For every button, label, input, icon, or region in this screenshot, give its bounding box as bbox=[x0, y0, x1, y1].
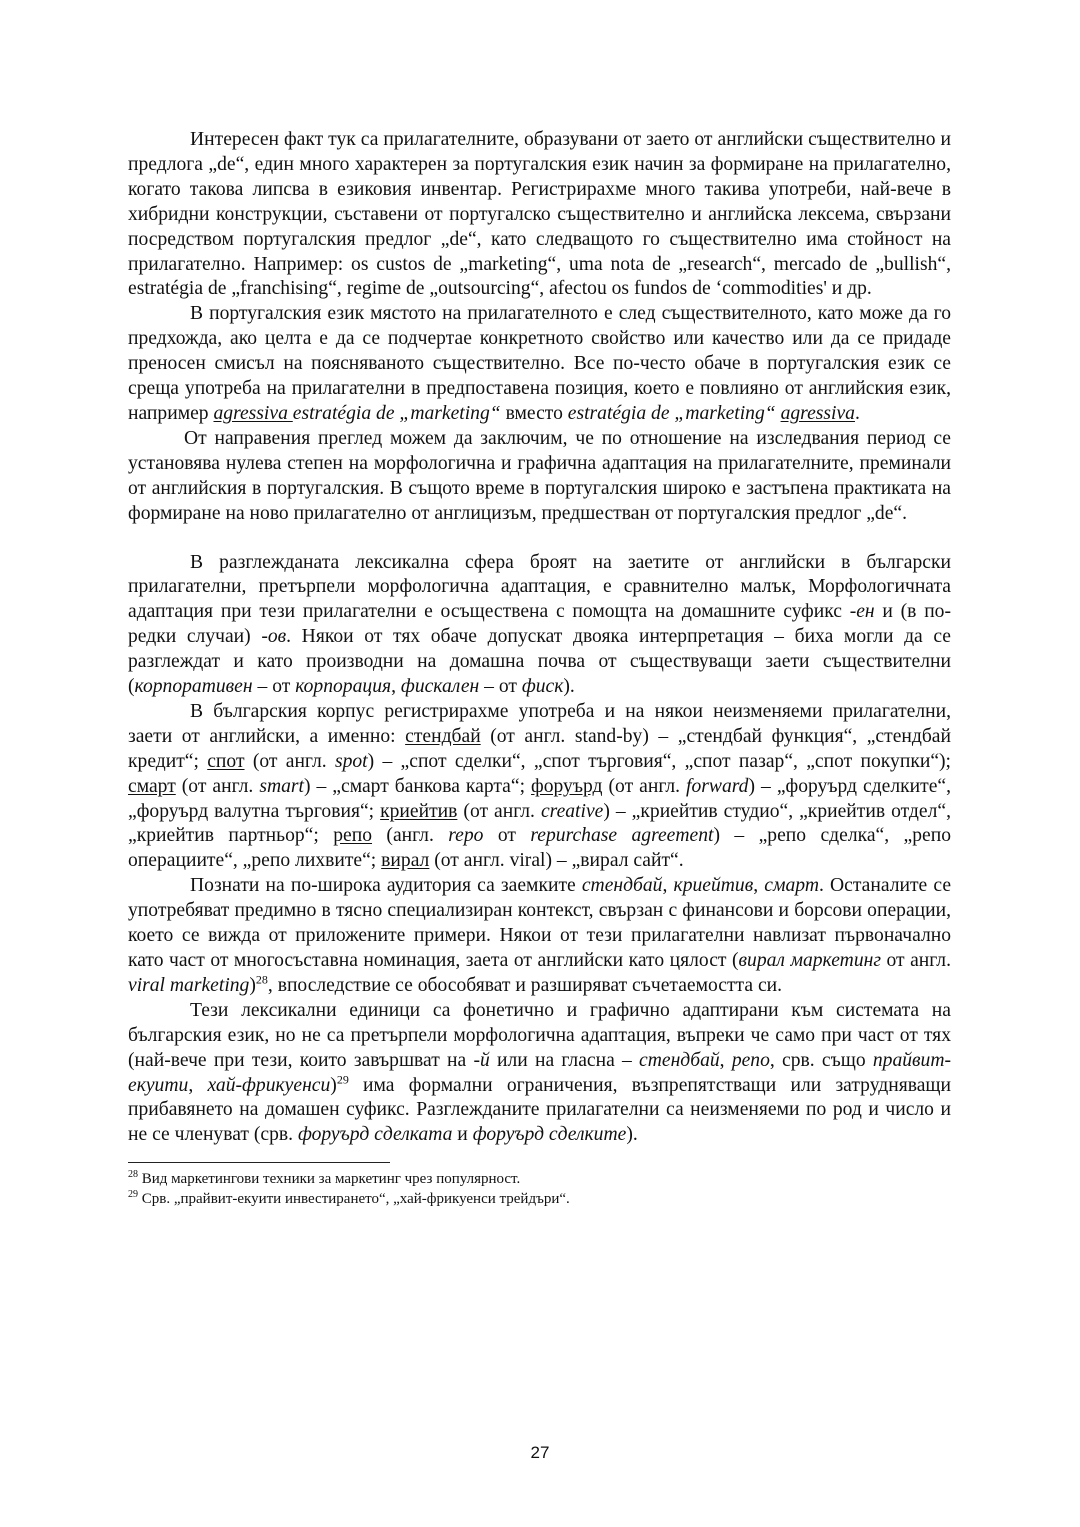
paragraph-3: От направения преглед можем да заключим, че по отношение на изследвания период се установява нулева степен на морфологична и графична адаптация на прилагателните, преминали от английския в португалския. В същото време в португалския широко е застъпена практиката на формиране на ново прилагателно от англицизъм, предшестван от португалския предлог „de“. bbox=[128, 427, 951, 524]
footnote-separator bbox=[128, 1162, 390, 1163]
paragraph-6: Познати на по-широка аудитория са заемките стендбай, криейтив, смарт. Останалите се употребяват предимно в тясно специализиран контекст, свързан с финансови и борсови операции, което се вижда от приложените примери. Някои от тези прилагателни навлизат първоначално като част от многосъставна номинация, заета от английски като цялост (вирал маркетинг от англ. viral marketing)$^{28}$, впоследствие се обособяват и разширяват съчетаемостта си. bbox=[128, 875, 952, 996]
paragraph-4: В разглежданата лексикална сфера броят на заетите от английски в български прилагателни, претърпели морфологична адаптация, е сравнително малък, Морфологичната адаптация при тези прилагателни е осъществена с помощта на домашните суфикс -ен и (в по-редки случаи) -ов. Някои от тях обаче допускат двояка интерпретация – биха могли да се разглеждат и като производни на домашна почва от съществуващи заети съществителни (корпоративен – от корпорация, фискален – от фиск). bbox=[128, 551, 951, 698]
paragraph-1: Интересен факт тук са прилагателните, образувани от заето от английски съществително и предлога „de“, един много характерен за португалския език начин за формиране на прилагателно, когато такова липсва в езиковия инвентар. Регистрирахме много такива употреби, най-вече в хибридни конструкции, съставени от португалско съществително и английска лексема, свързани посредством португалския предлог „de“, като следващото го съществително има стойност на прилагателно. Например: os custos de „marketing“, uma nota de „research“, mercado de „bullish“, estratégia de „franchising“, regime de „outsourcing“, afectou os fundos de ‘commodities' и др. bbox=[128, 129, 951, 300]
paragraph-2: В португалския език мястото на прилагателното е след съществителното, като може да го предхожда, ако целта е да се подчертае конкретното свойство или качество или да се придаде преносен смисъл на поясняваното съществително. Все по-често обаче в португалския език се среща употреба на прилагателни в предпоставена позиция, което е повлияно от английския език, например agressiva estratégia de „marketing“ вместо estratégia de „marketing“ agressiva. bbox=[128, 303, 951, 424]
footnote-29: $^{29}$ Срв. „прайвит-екуити инвестирането“, „хай-фрикуенси трейдъри“. bbox=[128, 1189, 570, 1208]
footnote-ref-29[interactable]: 29 bbox=[336, 1072, 349, 1086]
paragraph-7: Тези лексикални единици са фонетично и графично адаптирани към системата на българския език, но не са претърпели морфологична адаптация, въпреки че само при част от тях (най-вече при тези, които завършват на -й или на гласна – стендбай, репо, срв. също прайвит-екуити, хай-фрикуенси)$^{29}$ има формални ограничения, възпрепятстващи или затрудняващи прибавянето на домашен суфикс. Разглежданите прилагателни са неизменяеми по род и число и не се членуват (срв. форуърд сделката и форуърд сделките). bbox=[128, 999, 952, 1146]
document-body bbox=[128, 128, 951, 1209]
page-number: 27 bbox=[530, 1443, 550, 1462]
footnote-28: $^{28}$ Вид маркетингови техники за маркетинг чрез популярност. bbox=[128, 1169, 521, 1188]
footnote-ref-28[interactable]: 28 bbox=[255, 972, 268, 987]
paragraph-5: В българския корпус регистрирахме употреба и на някои неизменяеми прилагателни, заети от английски, а именно: стендбай (от англ. stand-by) – „стендбай функция“, „стендбай кредит“; спот (от англ. spot) – „спот сделки“, „спот търговия“, „спот пазар“, „спот покупки“); смарт (от англ. smart) – „смарт банкова карта“; форуърд (от англ. forward) – „форуърд сделките“, „форуърд валутна търговия“; криейтив (от англ. creative) – „криейтив студио“, „криейтив отдел“, „криейтив партньор“; репо (англ. repo от repurchase agreement) – „репо сделка“, „репо операциите“, „репо лихвите“; вирал (от англ. viral) – „вирал сайт“. bbox=[128, 700, 951, 872]
